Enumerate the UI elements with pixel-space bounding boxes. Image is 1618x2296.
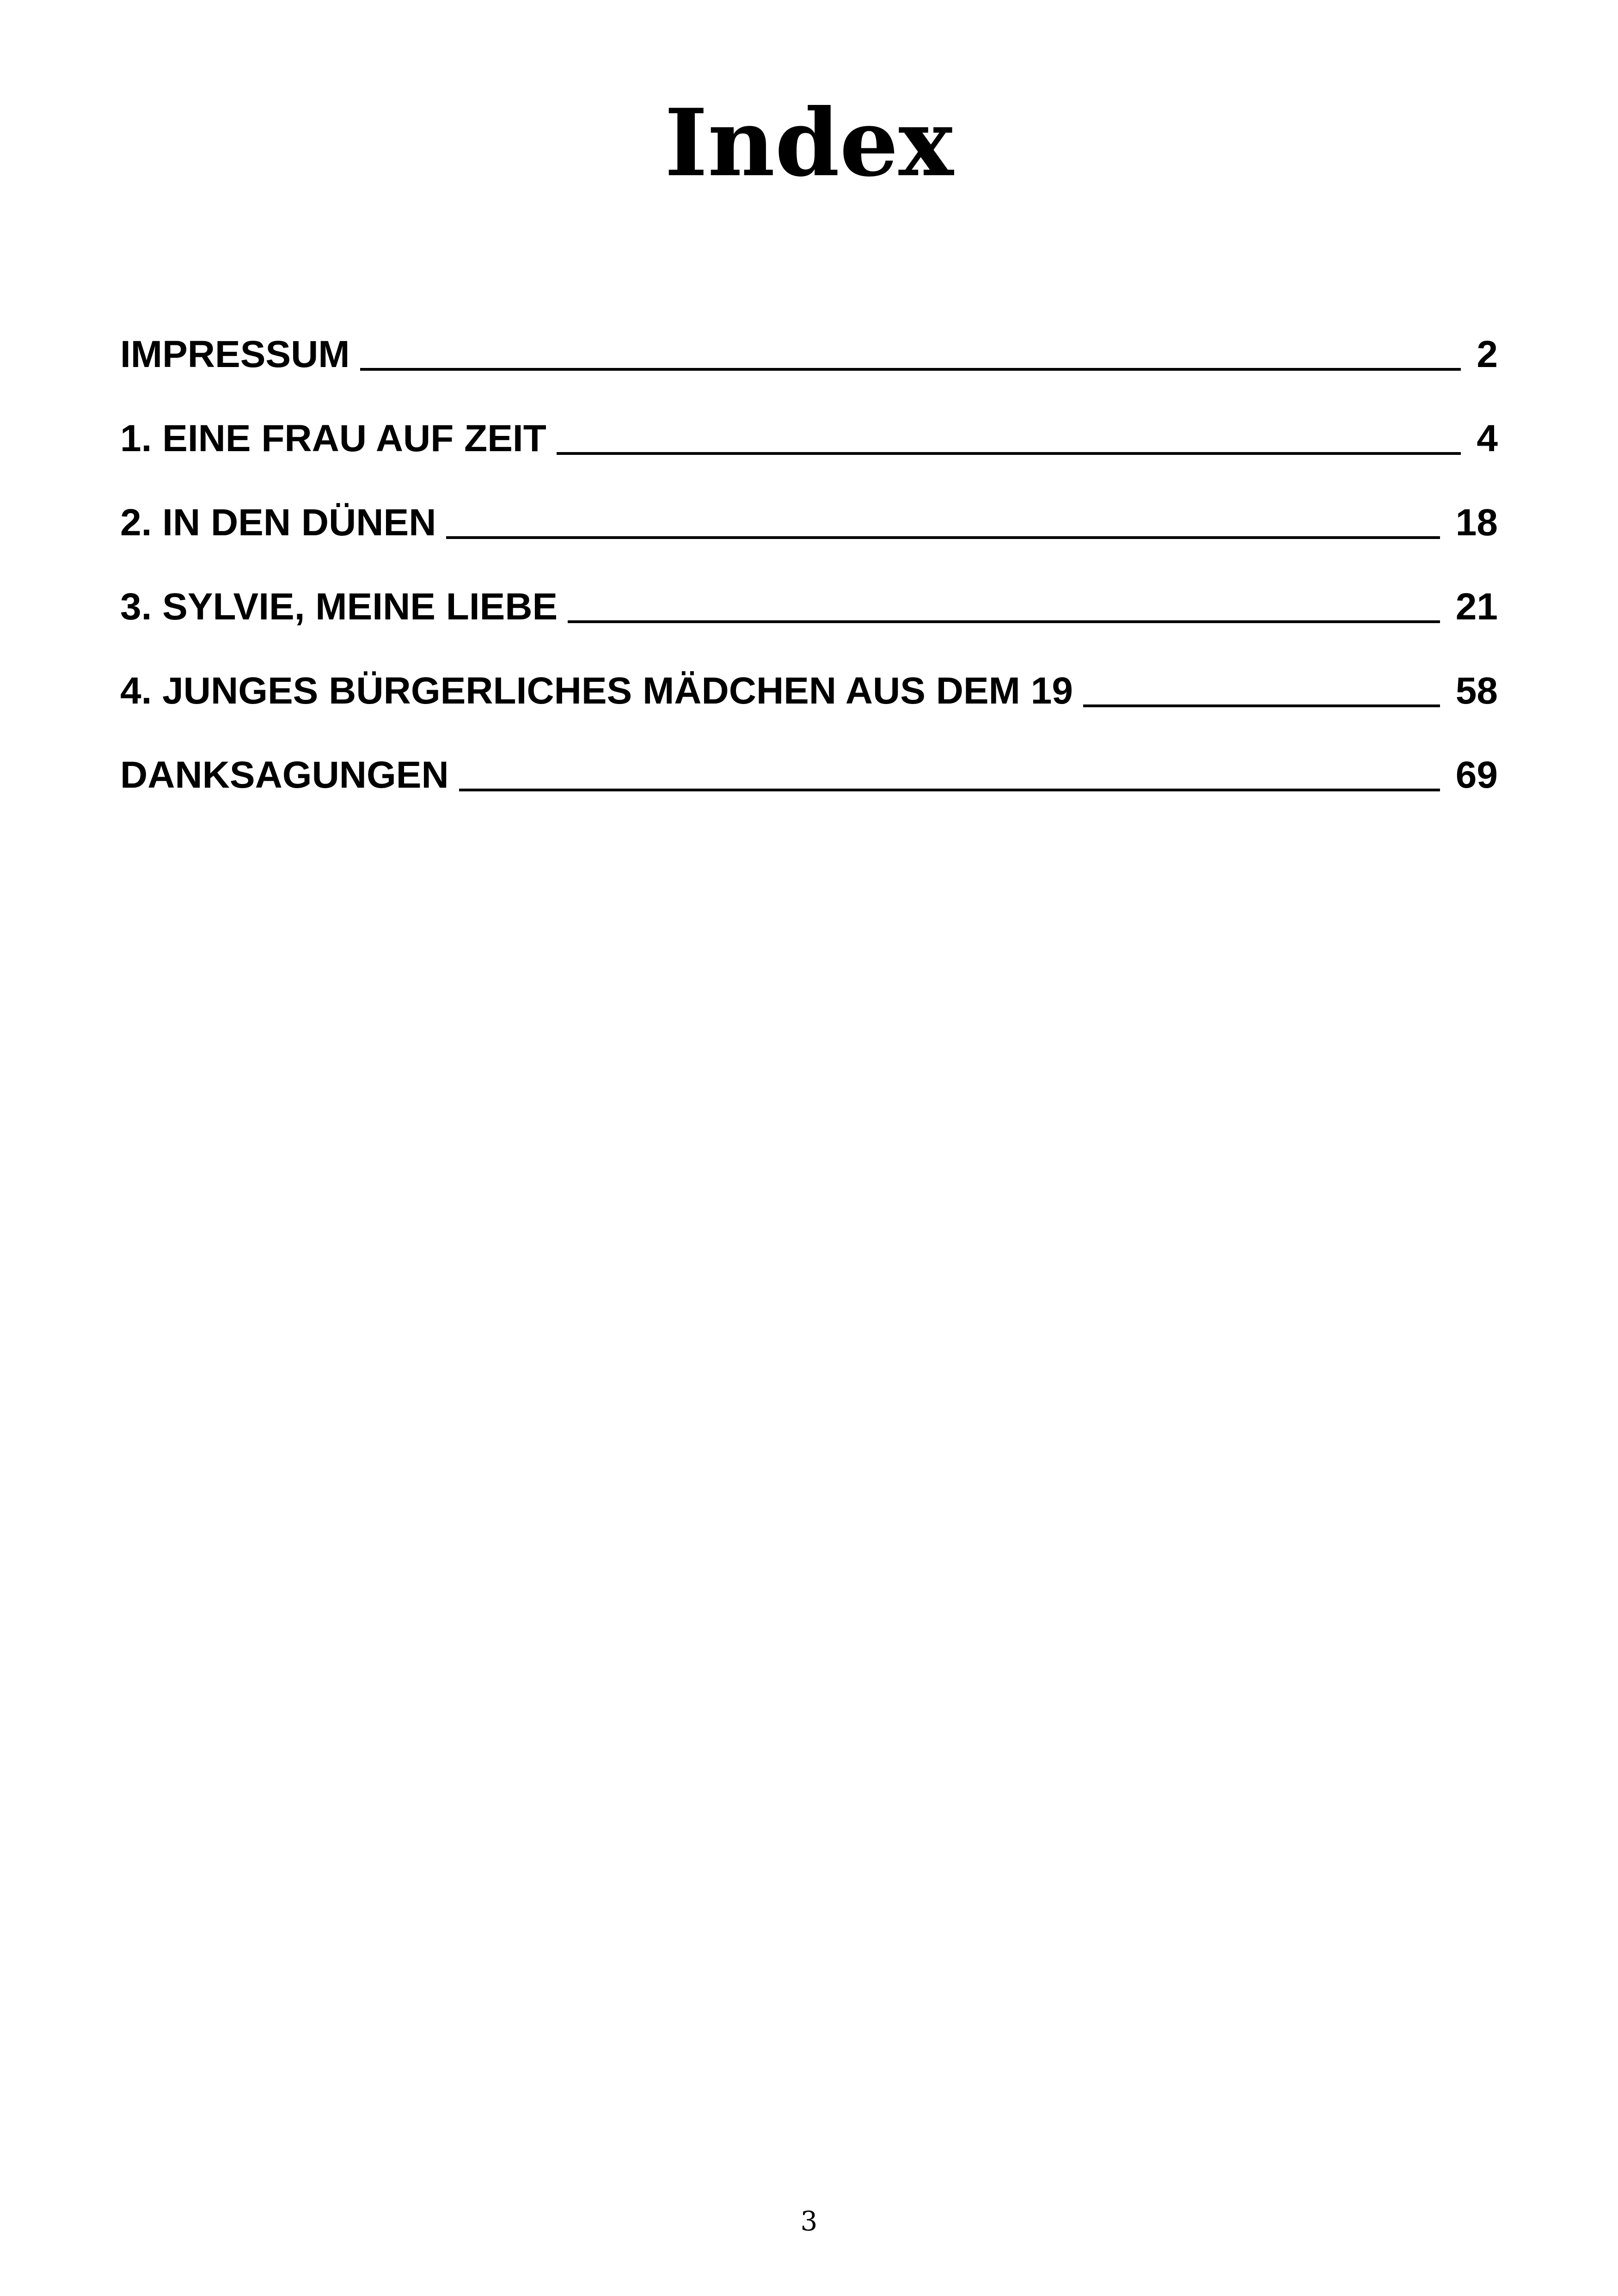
page-number: 3 xyxy=(800,2205,818,2237)
toc-entry-page: 2 xyxy=(1477,333,1498,375)
toc-entry-page: 21 xyxy=(1455,586,1498,628)
toc-leader-line xyxy=(446,536,1440,539)
table-of-contents xyxy=(120,329,1498,834)
toc-entry-chapter-1[interactable] xyxy=(120,413,1498,497)
toc-leader-line xyxy=(1083,704,1440,707)
toc-entry-chapter-4[interactable] xyxy=(120,666,1498,750)
toc-entry-label: 4. JUNGES BÜRGERLICHES MÄDCHEN AUS DEM 19 xyxy=(120,670,1073,712)
toc-entry-danksagungen[interactable] xyxy=(120,750,1498,834)
toc-entry-label: 1. EINE FRAU AUF ZEIT xyxy=(120,417,546,459)
toc-leader-line xyxy=(557,452,1461,455)
toc-leader-line xyxy=(459,789,1440,791)
toc-entry-page: 4 xyxy=(1477,417,1498,459)
toc-entry-label: IMPRESSUM xyxy=(120,333,350,375)
toc-entry-chapter-2[interactable] xyxy=(120,497,1498,582)
toc-entry-label: DANKSAGUNGEN xyxy=(120,754,449,796)
toc-entry-label: 2. IN DEN DÜNEN xyxy=(120,502,436,544)
page-title: Index xyxy=(664,89,954,197)
toc-entry-page: 69 xyxy=(1455,754,1498,796)
toc-entry-chapter-3[interactable] xyxy=(120,582,1498,666)
toc-entry-page: 18 xyxy=(1455,502,1498,544)
toc-leader-line xyxy=(360,368,1461,371)
toc-leader-line xyxy=(568,620,1440,623)
toc-entry-label: 3. SYLVIE, MEINE LIEBE xyxy=(120,586,558,628)
toc-entry-page: 58 xyxy=(1455,670,1498,712)
toc-entry-impressum[interactable] xyxy=(120,329,1498,413)
